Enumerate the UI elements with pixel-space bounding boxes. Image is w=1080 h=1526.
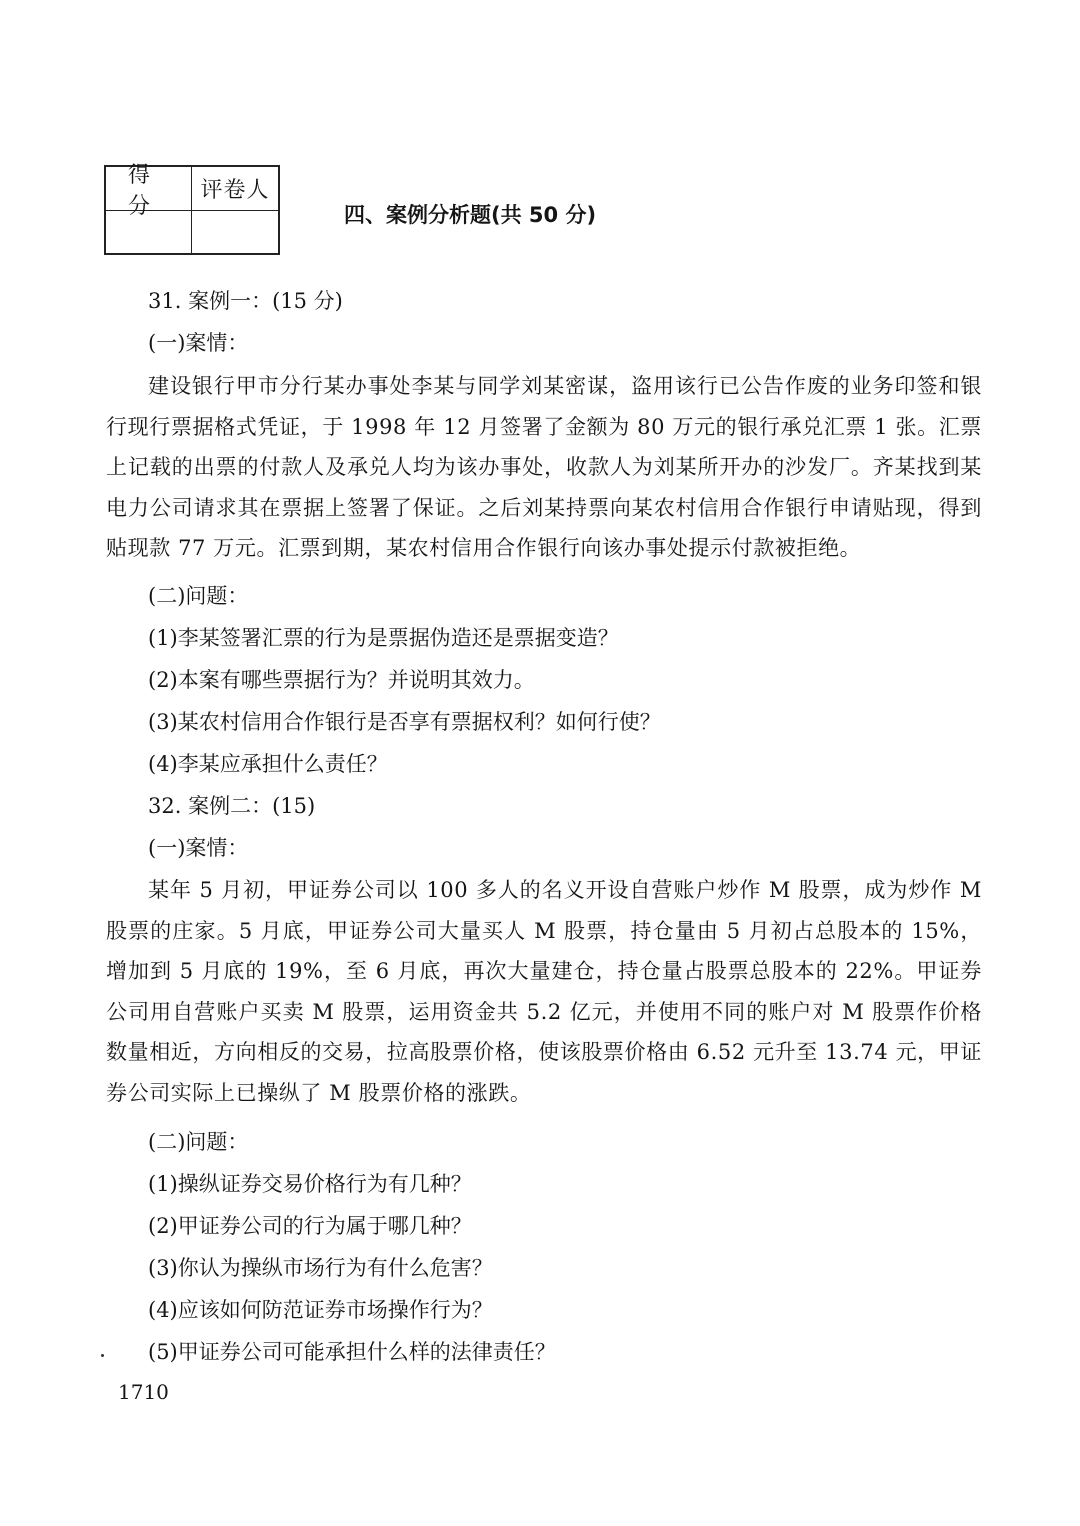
case2-question-3: (3)你认为操纵市场行为有什么危害？: [148, 1256, 493, 1280]
case2-question-5: (5)甲证券公司可能承担什么样的法律责任？: [148, 1340, 556, 1364]
section-title: 四、案例分析题(共 50 分): [344, 203, 597, 227]
case1-question-3: (3)某农村信用合作银行是否享有票据权利？如何行使？: [148, 710, 661, 734]
case1-question-4: (4)李某应承担什么责任？: [148, 752, 388, 776]
grader-label-cell: [192, 167, 278, 211]
score-label: 得 分: [128, 162, 173, 219]
case2-question-2: (2)甲证券公司的行为属于哪几种？: [148, 1214, 472, 1238]
scan-dot: [101, 1354, 104, 1357]
case1-facts-label: (一)案情：: [148, 331, 249, 355]
page-number: 1710: [118, 1380, 169, 1404]
case2-questions-label: (二)问题：: [148, 1130, 249, 1154]
case1-questions-label: (二)问题：: [148, 584, 249, 608]
score-table: [104, 162, 280, 255]
case1-question-1: (1)李某签署汇票的行为是票据伪造还是票据变造？: [148, 626, 619, 650]
case2-facts-label: (一)案情：: [148, 836, 249, 860]
grader-label: 评卷人: [200, 178, 270, 203]
case1-heading: 31. 案例一：(15 分): [148, 289, 343, 313]
case2-heading: 32. 案例二：(15): [148, 794, 316, 818]
case2-facts-text: 某年 5 月初，甲证券公司以 100 多人的名义开设自营账户炒作 M 股票，成为炒作 M 股票的庄家。5 月底，甲证券公司大量买人 M 股票，持仓量由 5 月初占总股本的 15%，增加到 5 月底的 19%，至 6 月底，再次大量建仓，持仓量占股票总股本的 22%。甲证券公司用自营账户买卖 M 股票，运用资金共 5.2 亿元，并使用不同的账户对 M 股票作价格数量相近，方向相反的交易，拉高股票价格，使该股票价格由 6.52 元升至 13.74 元，甲证券公司实际上已操纵了 M 股票价格的涨跌。: [106, 878, 982, 1105]
score-value-cell: [106, 211, 192, 253]
case2-question-1: (1)操纵证券交易价格行为有几种？: [148, 1172, 472, 1196]
grader-value-cell: [192, 211, 278, 253]
score-label-cell: [106, 162, 192, 219]
case1-facts-text: 建设银行甲市分行某办事处李某与同学刘某密谋，盗用该行已公告作废的业务印签和银行现行票据格式凭证，于 1998 年 12 月签署了金额为 80 万元的银行承兑汇票 1 张。汇票上记载的出票的付款人及承兑人均为该办事处，收款人为刘某所开办的沙发厂。齐某找到某电力公司请求其在票据上签署了保证。之后刘某持票向某农村信用合作银行申请贴现，得到贴现款 77 万元。汇票到期，某农村信用合作银行向该办事处提示付款被拒绝。: [106, 374, 982, 560]
case2-question-4: (4)应该如何防范证券市场操作行为？: [148, 1298, 493, 1322]
case1-question-2: (2)本案有哪些票据行为？并说明其效力。: [148, 668, 535, 692]
